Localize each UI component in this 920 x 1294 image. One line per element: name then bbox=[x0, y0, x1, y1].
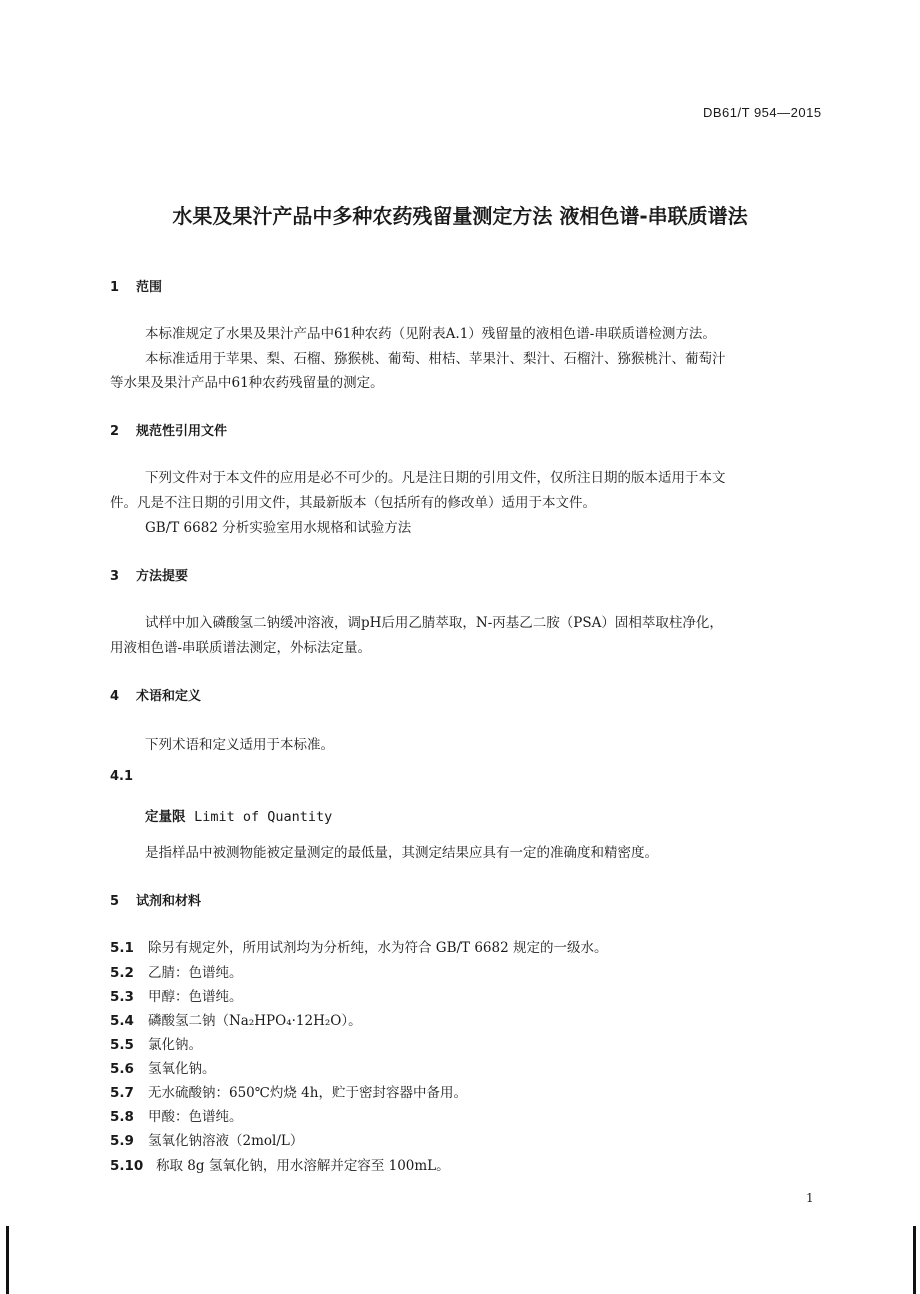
scan-edge-left bbox=[6, 1226, 9, 1294]
section-1-paragraph-2-line-2: 等水果及果汁产品中61种农药残留量的测定。 bbox=[110, 375, 384, 391]
item-number: 5.9 bbox=[110, 1133, 134, 1149]
subsection-4-1-number: 4.1 bbox=[110, 769, 134, 784]
item-text: 称取 8g 氢氧化钠，用水溶解并定容至 100mL。 bbox=[156, 1158, 450, 1174]
section-1-paragraph-1: 本标准规定了水果及果汁产品中61种农药（见附表A.1）残留量的液相色谱-串联质谱检测方法。 bbox=[145, 326, 716, 342]
item-text: 磷酸氢二钠（Na₂HPO₄·12H₂O）。 bbox=[148, 1013, 362, 1029]
section-4-paragraph: 下列术语和定义适用于本标准。 bbox=[145, 737, 334, 753]
section-number: 1 bbox=[110, 280, 120, 295]
list-item bbox=[110, 1081, 467, 1101]
list-item bbox=[110, 1057, 216, 1077]
section-number: 5 bbox=[110, 894, 120, 909]
section-number: 4 bbox=[110, 689, 120, 704]
section-3-paragraph-line-1: 试样中加入磷酸氢二钠缓冲溶液，调pH后用乙腈萃取，N-丙基乙二胺（PSA）固相萃取柱净化， bbox=[145, 615, 723, 631]
section-title: 范围 bbox=[136, 280, 163, 295]
item-text: 乙腈：色谱纯。 bbox=[148, 965, 243, 981]
document-title: 水果及果汁产品中多种农药残留量测定方法 液相色谱-串联质谱法 bbox=[172, 204, 748, 228]
item-number: 5.10 bbox=[110, 1158, 144, 1174]
page-number: 1 bbox=[806, 1191, 814, 1205]
section-2-heading bbox=[110, 420, 227, 439]
list-item bbox=[110, 1033, 202, 1053]
section-title: 规范性引用文件 bbox=[136, 424, 228, 439]
term-definition: 是指样品中被测物能被定量测定的最低量，其测定结果应具有一定的准确度和精密度。 bbox=[145, 845, 658, 861]
item-text: 除另有规定外，所用试剂均为分析纯，水为符合 GB/T 6682 规定的一级水。 bbox=[148, 940, 608, 956]
list-item bbox=[110, 1009, 362, 1029]
term-english: Limit of Quantity bbox=[194, 809, 333, 825]
section-5-heading bbox=[110, 890, 201, 909]
section-title: 术语和定义 bbox=[136, 689, 202, 704]
section-number: 2 bbox=[110, 424, 120, 439]
item-text: 甲酸：色谱纯。 bbox=[148, 1109, 243, 1125]
item-number: 5.4 bbox=[110, 1013, 134, 1029]
section-title: 试剂和材料 bbox=[136, 894, 202, 909]
item-text: 氢氧化钠溶液（2mol/L） bbox=[148, 1133, 304, 1149]
item-number: 5.3 bbox=[110, 989, 134, 1005]
section-title: 方法提要 bbox=[136, 569, 189, 584]
item-number: 5.2 bbox=[110, 965, 134, 981]
list-item bbox=[110, 1154, 450, 1174]
item-text: 甲醇：色谱纯。 bbox=[148, 989, 243, 1005]
section-number: 3 bbox=[110, 569, 120, 584]
term-entry bbox=[145, 805, 332, 825]
item-number: 5.6 bbox=[110, 1061, 134, 1077]
section-3-paragraph-line-2: 用液相色谱-串联质谱法测定，外标法定量。 bbox=[110, 640, 372, 656]
item-number: 5.5 bbox=[110, 1037, 134, 1053]
item-number: 5.7 bbox=[110, 1085, 134, 1101]
list-item bbox=[110, 961, 243, 981]
item-text: 氢氧化钠。 bbox=[148, 1061, 216, 1077]
normative-reference: GB/T 6682 分析实验室用水规格和试验方法 bbox=[145, 520, 412, 536]
item-text: 氯化钠。 bbox=[148, 1037, 202, 1053]
list-item bbox=[110, 936, 608, 956]
section-4-heading bbox=[110, 685, 201, 704]
list-item bbox=[110, 985, 243, 1005]
term-chinese: 定量限 bbox=[145, 809, 186, 825]
section-1-heading bbox=[110, 276, 162, 295]
scan-edge-right bbox=[913, 1226, 916, 1294]
item-text: 无水硫酸钠：650℃灼烧 4h，贮于密封容器中备用。 bbox=[148, 1085, 467, 1101]
section-3-heading bbox=[110, 565, 188, 584]
item-number: 5.1 bbox=[110, 940, 134, 956]
list-item bbox=[110, 1105, 243, 1125]
item-number: 5.8 bbox=[110, 1109, 134, 1125]
section-2-paragraph-line-2: 件。凡是不注日期的引用文件，其最新版本（包括所有的修改单）适用于本文件。 bbox=[110, 495, 596, 511]
list-item bbox=[110, 1129, 303, 1149]
section-1-paragraph-2-line-1: 本标准适用于苹果、梨、石榴、猕猴桃、葡萄、柑桔、苹果汁、梨汁、石榴汁、猕猴桃汁、葡萄汁 bbox=[145, 351, 726, 367]
standard-code: DB61/T 954—2015 bbox=[703, 105, 822, 120]
section-2-paragraph-line-1: 下列文件对于本文件的应用是必不可少的。凡是注日期的引用文件，仅所注日期的版本适用于本文 bbox=[145, 470, 726, 486]
